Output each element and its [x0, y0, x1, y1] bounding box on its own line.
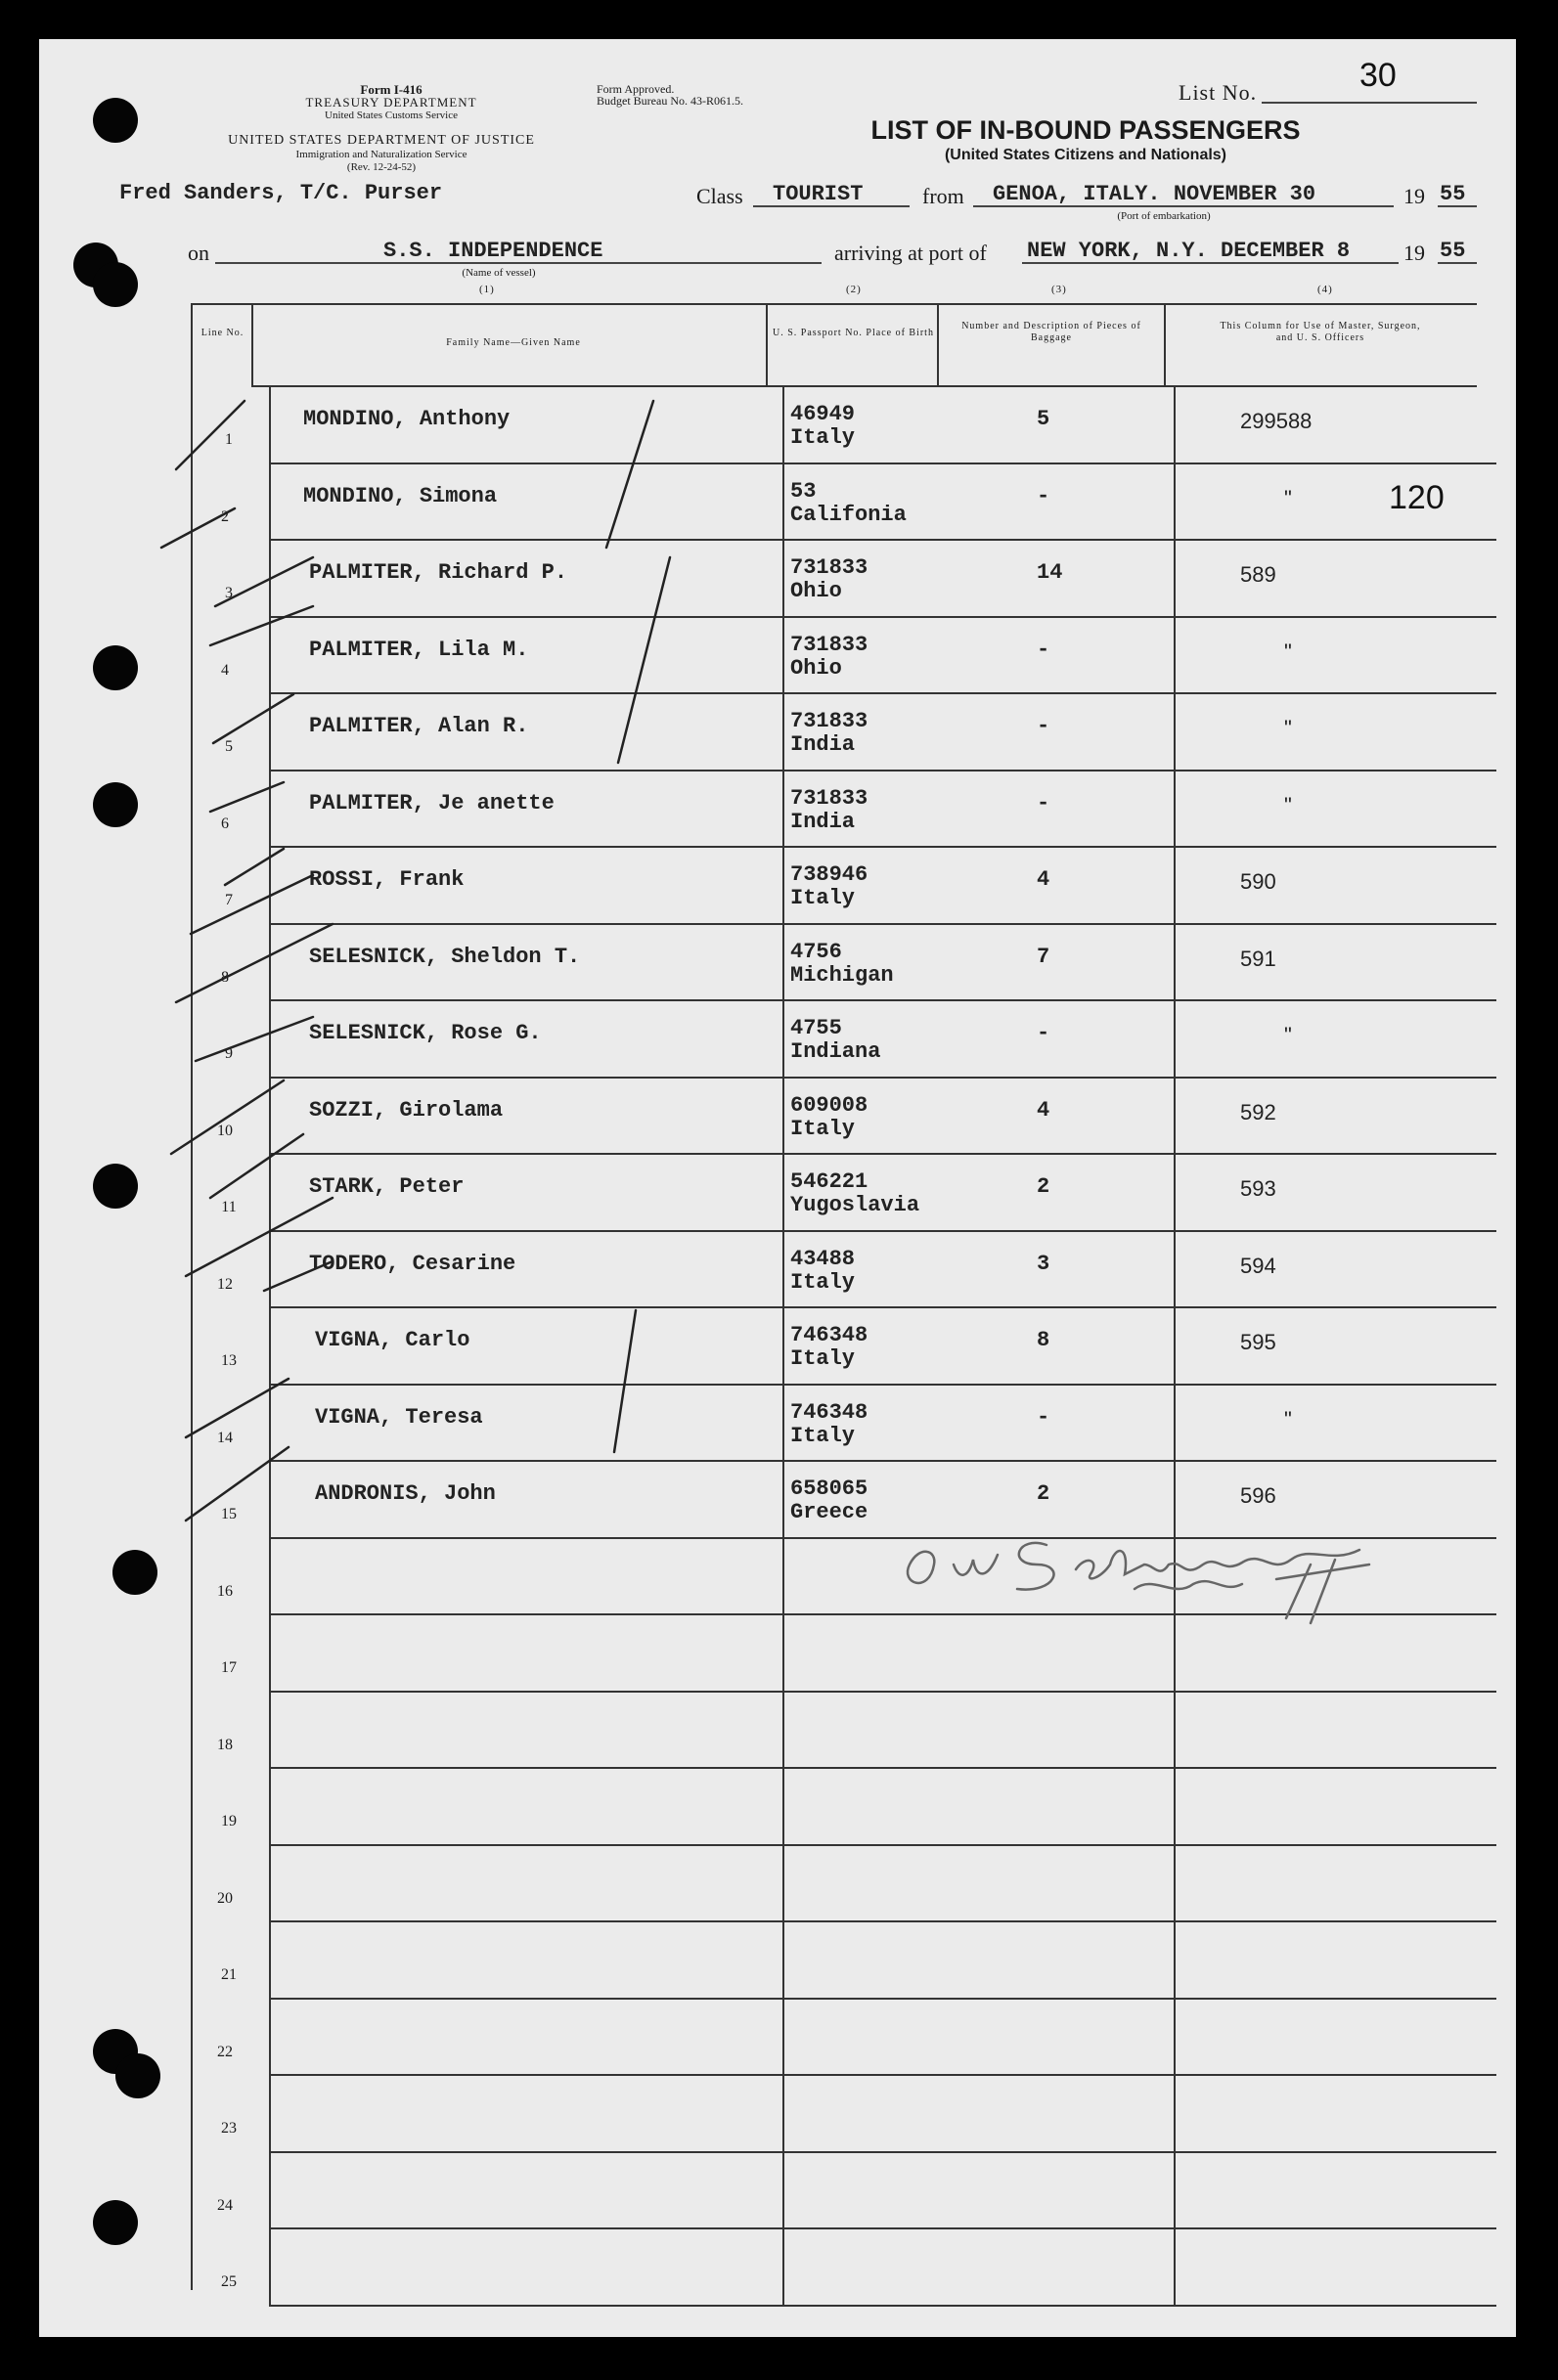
justice-dept: UNITED STATES DEPARTMENT OF JUSTICE — [228, 133, 535, 148]
baggage-count: 8 — [1037, 1328, 1050, 1352]
header-line-no: Line No. — [200, 328, 245, 338]
passport-number: 731833 — [790, 555, 868, 580]
place-of-birth: Indiana — [790, 1039, 881, 1064]
officer-entry: " — [1284, 639, 1292, 664]
officer-signature — [890, 1506, 1418, 1633]
passenger-name: MONDINO, Anthony — [303, 407, 511, 431]
officer-entry: " — [1284, 793, 1292, 817]
purser-name: Fred Sanders, T/C. Purser — [119, 181, 443, 205]
line-number: 17 — [221, 1659, 237, 1676]
col-number-4: (4) — [1317, 284, 1333, 295]
line-number: 4 — [221, 662, 229, 679]
passenger-name: PALMITER, Je anette — [309, 791, 555, 815]
officer-entry: 590 — [1240, 869, 1276, 894]
place-of-birth: Italy — [790, 1270, 856, 1295]
line-number: 18 — [217, 1737, 233, 1753]
place-of-birth: Italy — [790, 425, 856, 450]
passport-number: 731833 — [790, 709, 868, 733]
col-number-1: (1) — [479, 284, 495, 295]
baggage-count: 4 — [1037, 867, 1050, 892]
officer-entry: " — [1284, 1407, 1292, 1432]
page-subtitle: (United States Citizens and Nationals) — [944, 147, 1227, 163]
baggage-count: - — [1037, 714, 1050, 738]
year-prefix-arrive: 19 — [1403, 241, 1425, 265]
passport-number: 658065 — [790, 1476, 868, 1501]
list-number: 30 — [1359, 57, 1397, 94]
line-number: 16 — [217, 1583, 233, 1600]
passport-number: 746348 — [790, 1323, 868, 1347]
arriving-label: arriving at port of — [834, 241, 987, 265]
passenger-name: VIGNA, Carlo — [315, 1328, 470, 1352]
baggage-count: - — [1037, 791, 1050, 815]
passenger-name: STARK, Peter — [309, 1174, 465, 1199]
line-number: 21 — [221, 1966, 237, 1983]
officer-entry: 589 — [1240, 562, 1276, 587]
header-passport: U. S. Passport No. Place of Birth — [773, 328, 934, 338]
line-number: 1 — [225, 431, 233, 448]
place-of-birth: Italy — [790, 1117, 856, 1141]
line-number: 7 — [225, 892, 233, 908]
year-prefix-from: 19 — [1403, 184, 1425, 208]
officer-entry: 596 — [1240, 1483, 1276, 1508]
baggage-count: 4 — [1037, 1098, 1050, 1123]
line-number: 5 — [225, 738, 233, 755]
baggage-count: 2 — [1037, 1481, 1050, 1506]
line-number: 23 — [221, 2120, 237, 2137]
passport-number: 731833 — [790, 633, 868, 657]
header-name: Family Name—Given Name — [446, 337, 581, 348]
arriving-value: NEW YORK, N.Y. DECEMBER 8 — [1027, 239, 1351, 263]
col-number-3: (3) — [1051, 284, 1067, 295]
baggage-count: - — [1037, 1021, 1050, 1045]
officer-entry: 591 — [1240, 947, 1276, 971]
baggage-count: - — [1037, 638, 1050, 662]
baggage-count: 14 — [1037, 560, 1063, 585]
passenger-name: PALMITER, Alan R. — [309, 714, 529, 738]
form-number: Form I-416 — [360, 82, 423, 97]
line-number: 20 — [217, 1890, 233, 1907]
passenger-name: TODERO, Cesarine — [309, 1252, 516, 1276]
place-of-birth: Greece — [790, 1500, 868, 1524]
place-of-birth: India — [790, 732, 856, 757]
line-number: 19 — [221, 1813, 237, 1829]
line-number: 25 — [221, 2273, 237, 2290]
line-number: 9 — [225, 1045, 233, 1062]
passport-number: 4756 — [790, 940, 842, 964]
customs-service: United States Customs Service — [325, 110, 458, 121]
officer-entry: 595 — [1240, 1330, 1276, 1354]
on-label: on — [188, 241, 209, 265]
place-of-birth: Michigan — [790, 963, 894, 988]
baggage-count: 2 — [1037, 1174, 1050, 1199]
place-of-birth: Califonia — [790, 503, 907, 527]
vessel-name: S.S. INDEPENDENCE — [383, 239, 603, 263]
col-number-2: (2) — [846, 284, 862, 295]
line-number: 22 — [217, 2044, 233, 2060]
passport-number: 53 — [790, 479, 817, 504]
officer-entry: 593 — [1240, 1176, 1276, 1201]
place-of-birth: India — [790, 810, 856, 834]
baggage-count: 5 — [1037, 407, 1050, 431]
treasury-dept: TREASURY DEPARTMENT — [305, 95, 477, 110]
class-value: TOURIST — [773, 182, 864, 206]
passport-number: 4755 — [790, 1016, 842, 1040]
header-officers: This Column for Use of Master, Surgeon, and U. S. Officers — [1220, 321, 1421, 343]
year-arrive: 55 — [1440, 239, 1466, 263]
officer-entry: " — [1284, 1023, 1292, 1047]
place-of-birth: Italy — [790, 886, 856, 910]
list-no-label: List No. — [1179, 80, 1258, 105]
year-from: 55 — [1440, 182, 1466, 206]
baggage-count: - — [1037, 484, 1050, 508]
officer-entry: " — [1284, 716, 1292, 740]
passenger-name: PALMITER, Lila M. — [309, 638, 529, 662]
place-of-birth: Italy — [790, 1424, 856, 1448]
officer-entry: 594 — [1240, 1254, 1276, 1278]
line-number: 13 — [221, 1352, 237, 1369]
line-number: 12 — [217, 1276, 233, 1293]
passport-number: 738946 — [790, 862, 868, 887]
class-label: Class — [696, 184, 743, 208]
passport-number: 731833 — [790, 786, 868, 811]
place-of-birth: Ohio — [790, 656, 842, 681]
vessel-label: (Name of vessel) — [462, 267, 536, 279]
line-number: 24 — [217, 2197, 233, 2214]
page-title: LIST OF IN-BOUND PASSENGERS — [870, 115, 1301, 145]
line-number: 8 — [221, 969, 229, 986]
passenger-name: ROSSI, Frank — [309, 867, 465, 892]
passport-number: 746348 — [790, 1400, 868, 1425]
from-value: GENOA, ITALY. NOVEMBER 30 — [993, 182, 1316, 206]
passport-number: 546221 — [790, 1169, 868, 1194]
line-number: 3 — [225, 585, 233, 601]
passenger-name: SOZZI, Girolama — [309, 1098, 504, 1123]
passenger-name: PALMITER, Richard P. — [309, 560, 568, 585]
passenger-name: VIGNA, Teresa — [315, 1405, 483, 1430]
passenger-name: ANDRONIS, John — [315, 1481, 496, 1506]
handwritten-count: 120 — [1389, 479, 1445, 516]
passenger-name: SELESNICK, Rose G. — [309, 1021, 542, 1045]
line-number: 15 — [221, 1506, 237, 1522]
port-embarkation-label: (Port of embarkation) — [1117, 210, 1211, 222]
passenger-name: SELESNICK, Sheldon T. — [309, 945, 581, 969]
header-baggage: Number and Description of Pieces of Baggage — [961, 321, 1141, 343]
line-number: 10 — [217, 1123, 233, 1139]
line-number: 11 — [221, 1199, 237, 1215]
budget-bureau: Budget Bureau No. 43-R061.5. — [597, 94, 743, 108]
passport-number: 43488 — [790, 1247, 856, 1271]
from-label: from — [922, 184, 964, 208]
line-number: 14 — [217, 1430, 233, 1446]
officer-entry: 299588 — [1240, 409, 1313, 433]
baggage-count: - — [1037, 1405, 1050, 1430]
passport-number: 46949 — [790, 402, 856, 426]
baggage-count: 7 — [1037, 945, 1050, 969]
passport-number: 609008 — [790, 1093, 868, 1118]
place-of-birth: Italy — [790, 1346, 856, 1371]
form-revision: (Rev. 12-24-52) — [346, 161, 417, 173]
officer-entry: 592 — [1240, 1100, 1276, 1124]
line-number: 6 — [221, 815, 229, 832]
baggage-count: 3 — [1037, 1252, 1050, 1276]
passenger-name: MONDINO, Simona — [303, 484, 498, 508]
line-number: 2 — [221, 508, 229, 525]
ins-service: Immigration and Naturalization Service — [295, 149, 467, 160]
officer-entry: " — [1284, 486, 1292, 510]
place-of-birth: Ohio — [790, 579, 842, 603]
place-of-birth: Yugoslavia — [790, 1193, 920, 1217]
form-approved: Form Approved. — [597, 82, 675, 96]
